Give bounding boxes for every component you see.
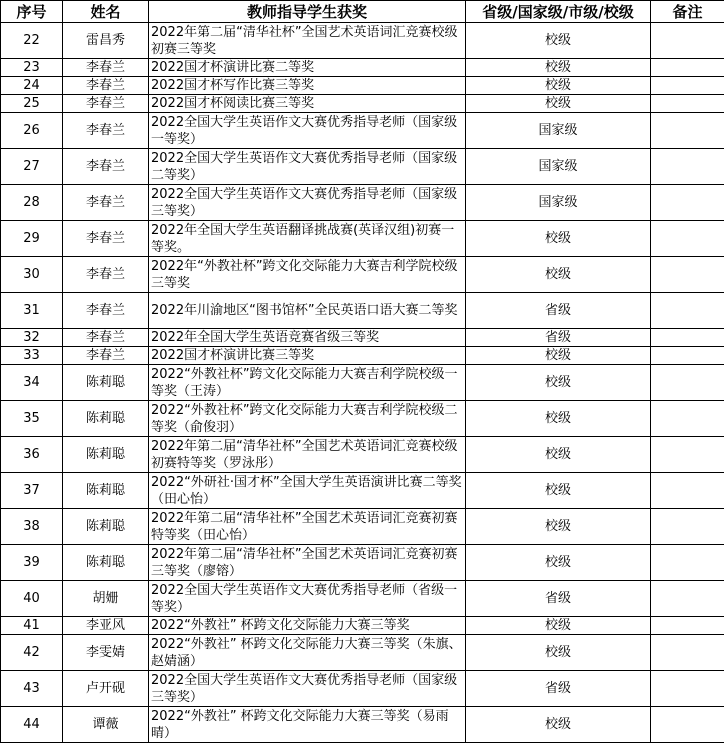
cell-level[interactable]: 校级 [466, 635, 651, 671]
cell-level[interactable]: 校级 [466, 545, 651, 581]
table-row [1, 617, 724, 635]
table-row [1, 185, 724, 221]
cell-award[interactable]: 2022“外研社·国才杯”全国大学生英语演讲比赛二等奖（田心怡） [149, 473, 466, 509]
header-level[interactable]: 省级/国家级/市级/校级 [466, 1, 651, 23]
cell-no[interactable]: 44 [1, 707, 63, 743]
cell-level[interactable]: 校级 [466, 221, 651, 257]
cell-name[interactable]: 陈莉聪 [63, 401, 149, 437]
cell-award[interactable]: 2022国才杯写作比赛三等奖 [149, 77, 466, 95]
cell-no[interactable]: 29 [1, 221, 63, 257]
table-row [1, 113, 724, 149]
cell-note[interactable] [651, 581, 724, 617]
cell-name[interactable]: 陈莉聪 [63, 473, 149, 509]
cell-no[interactable]: 22 [1, 23, 63, 59]
cell-note[interactable] [651, 635, 724, 671]
cell-name[interactable]: 李春兰 [63, 77, 149, 95]
cell-award[interactable]: 2022年第二届“清华社杯”全国艺术英语词汇竞赛初赛三等奖（廖镕） [149, 545, 466, 581]
cell-level[interactable]: 国家级 [466, 185, 651, 221]
cell-note[interactable] [651, 545, 724, 581]
cell-award[interactable]: 2022全国大学生英语作文大赛优秀指导老师（国家级二等奖） [149, 149, 466, 185]
cell-name[interactable]: 谭薇 [63, 707, 149, 743]
table-row [1, 365, 724, 401]
cell-award[interactable]: 2022“外教社” 杯跨文化交际能力大赛三等奖 [149, 617, 466, 635]
cell-name[interactable]: 李春兰 [63, 113, 149, 149]
cell-no[interactable]: 37 [1, 473, 63, 509]
cell-award[interactable]: 2022全国大学生英语作文大赛优秀指导老师（国家级一等奖） [149, 113, 466, 149]
cell-award[interactable]: 2022年第二届“清华社杯”全国艺术英语词汇竞赛初赛特等奖（田心怡） [149, 509, 466, 545]
table-row [1, 149, 724, 185]
cell-note[interactable] [651, 293, 724, 329]
header-row [1, 1, 724, 23]
cell-name[interactable]: 雷昌秀 [63, 23, 149, 59]
cell-no[interactable]: 42 [1, 635, 63, 671]
cell-name[interactable]: 陈莉聪 [63, 365, 149, 401]
table-row [1, 23, 724, 59]
cell-no[interactable]: 28 [1, 185, 63, 221]
cell-level[interactable]: 校级 [466, 509, 651, 545]
table-row [1, 221, 724, 257]
cell-note[interactable] [651, 617, 724, 635]
cell-note[interactable] [651, 329, 724, 347]
cell-award[interactable]: 2022国才杯演讲比赛二等奖 [149, 59, 466, 77]
cell-note[interactable] [651, 23, 724, 59]
cell-level[interactable]: 校级 [466, 23, 651, 59]
cell-name[interactable]: 陈莉聪 [63, 509, 149, 545]
cell-no[interactable]: 43 [1, 671, 63, 707]
cell-note[interactable] [651, 671, 724, 707]
cell-no[interactable]: 40 [1, 581, 63, 617]
cell-name[interactable]: 李春兰 [63, 257, 149, 293]
cell-award[interactable]: 2022全国大学生英语作文大赛优秀指导老师（国家级三等奖） [149, 185, 466, 221]
table-row [1, 59, 724, 77]
cell-level[interactable]: 校级 [466, 401, 651, 437]
cell-name[interactable]: 李春兰 [63, 329, 149, 347]
table-row [1, 329, 724, 347]
cell-name[interactable]: 李春兰 [63, 95, 149, 113]
cell-no[interactable]: 38 [1, 509, 63, 545]
cell-note[interactable] [651, 365, 724, 401]
cell-no[interactable]: 26 [1, 113, 63, 149]
cell-level[interactable]: 校级 [466, 707, 651, 743]
cell-award[interactable]: 2022年第二届“清华社杯”全国艺术英语词汇竞赛校级初赛三等奖 [149, 23, 466, 59]
cell-note[interactable] [651, 77, 724, 95]
cell-award[interactable]: 2022全国大学生英语作文大赛优秀指导老师（省级一等奖） [149, 581, 466, 617]
cell-note[interactable] [651, 437, 724, 473]
cell-name[interactable]: 陈莉聪 [63, 545, 149, 581]
cell-no[interactable]: 34 [1, 365, 63, 401]
cell-no[interactable]: 35 [1, 401, 63, 437]
cell-award[interactable]: 2022“外教社” 杯跨文化交际能力大赛三等奖（朱旗、赵婧涵） [149, 635, 466, 671]
table-row [1, 509, 724, 545]
cell-no[interactable]: 23 [1, 59, 63, 77]
cell-award[interactable]: 2022年全国大学生英语翻译挑战赛(英译汉组)初赛一等奖。 [149, 221, 466, 257]
cell-award[interactable]: 2022“外教社” 杯跨文化交际能力大赛三等奖（易雨晴） [149, 707, 466, 743]
cell-no[interactable]: 24 [1, 77, 63, 95]
cell-award[interactable]: 2022年第二届“清华社杯”全国艺术英语词汇竞赛校级初赛特等奖（罗泳彤） [149, 437, 466, 473]
cell-award[interactable]: 2022“外教社杯”跨文化交际能力大赛吉利学院校级二等奖（俞俊羽） [149, 401, 466, 437]
cell-award[interactable]: 2022年全国大学生英语竞赛省级三等奖 [149, 329, 466, 347]
cell-name[interactable]: 李雯婧 [63, 635, 149, 671]
cell-award[interactable]: 2022年“外教社杯”跨文化交际能力大赛吉利学院校级三等奖 [149, 257, 466, 293]
cell-name[interactable]: 卢开砚 [63, 671, 149, 707]
table-row [1, 347, 724, 365]
table-row [1, 95, 724, 113]
cell-award[interactable]: 2022年川渝地区“图书馆杯”全民英语口语大赛二等奖 [149, 293, 466, 329]
cell-level[interactable]: 校级 [466, 617, 651, 635]
cell-name[interactable]: 胡姗 [63, 581, 149, 617]
cell-note[interactable] [651, 401, 724, 437]
cell-level[interactable]: 校级 [466, 473, 651, 509]
cell-note[interactable] [651, 59, 724, 77]
cell-level[interactable]: 校级 [466, 95, 651, 113]
cell-award[interactable]: 2022国才杯演讲比赛三等奖 [149, 347, 466, 365]
table-row [1, 545, 724, 581]
cell-level[interactable]: 省级 [466, 671, 651, 707]
header-award[interactable]: 教师指导学生获奖 [149, 1, 466, 23]
cell-no[interactable]: 36 [1, 437, 63, 473]
table-row [1, 707, 724, 743]
cell-level[interactable]: 省级 [466, 581, 651, 617]
table-row [1, 581, 724, 617]
cell-name[interactable]: 李春兰 [63, 293, 149, 329]
cell-no[interactable]: 30 [1, 257, 63, 293]
cell-level[interactable]: 校级 [466, 77, 651, 95]
cell-name[interactable]: 李春兰 [63, 347, 149, 365]
table-body [1, 23, 724, 743]
cell-level[interactable]: 省级 [466, 293, 651, 329]
cell-level[interactable]: 校级 [466, 257, 651, 293]
cell-name[interactable]: 李春兰 [63, 149, 149, 185]
cell-name[interactable]: 李亚风 [63, 617, 149, 635]
cell-note[interactable] [651, 95, 724, 113]
table-row [1, 257, 724, 293]
cell-no[interactable]: 41 [1, 617, 63, 635]
cell-level[interactable]: 校级 [466, 347, 651, 365]
cell-note[interactable] [651, 509, 724, 545]
cell-level[interactable]: 国家级 [466, 113, 651, 149]
cell-note[interactable] [651, 221, 724, 257]
cell-level[interactable]: 省级 [466, 329, 651, 347]
cell-no[interactable]: 27 [1, 149, 63, 185]
cell-name[interactable]: 李春兰 [63, 185, 149, 221]
header-name[interactable]: 姓名 [63, 1, 149, 23]
cell-award[interactable]: 2022国才杯阅读比赛三等奖 [149, 95, 466, 113]
cell-note[interactable] [651, 185, 724, 221]
cell-award[interactable]: 2022“外教社杯”跨文化交际能力大赛吉利学院校级一等奖（王涛） [149, 365, 466, 401]
header-note[interactable]: 备注 [651, 1, 724, 23]
table-row [1, 635, 724, 671]
cell-no[interactable]: 31 [1, 293, 63, 329]
cell-note[interactable] [651, 707, 724, 743]
cell-note[interactable] [651, 113, 724, 149]
cell-name[interactable]: 李春兰 [63, 59, 149, 77]
table-row [1, 671, 724, 707]
cell-level[interactable]: 国家级 [466, 149, 651, 185]
table-row [1, 437, 724, 473]
cell-note[interactable] [651, 347, 724, 365]
table-row [1, 473, 724, 509]
cell-award[interactable]: 2022全国大学生英语作文大赛优秀指导老师（国家级三等奖） [149, 671, 466, 707]
cell-level[interactable]: 校级 [466, 437, 651, 473]
table-header [1, 1, 724, 23]
cell-level[interactable]: 校级 [466, 59, 651, 77]
cell-no[interactable]: 32 [1, 329, 63, 347]
cell-name[interactable]: 李春兰 [63, 221, 149, 257]
cell-note[interactable] [651, 473, 724, 509]
cell-level[interactable]: 校级 [466, 365, 651, 401]
cell-no[interactable]: 25 [1, 95, 63, 113]
cell-no[interactable]: 39 [1, 545, 63, 581]
header-no[interactable]: 序号 [1, 1, 63, 23]
table-row [1, 293, 724, 329]
cell-name[interactable]: 陈莉聪 [63, 437, 149, 473]
table-row [1, 401, 724, 437]
table-row [1, 77, 724, 95]
cell-note[interactable] [651, 149, 724, 185]
cell-no[interactable]: 33 [1, 347, 63, 365]
cell-note[interactable] [651, 257, 724, 293]
